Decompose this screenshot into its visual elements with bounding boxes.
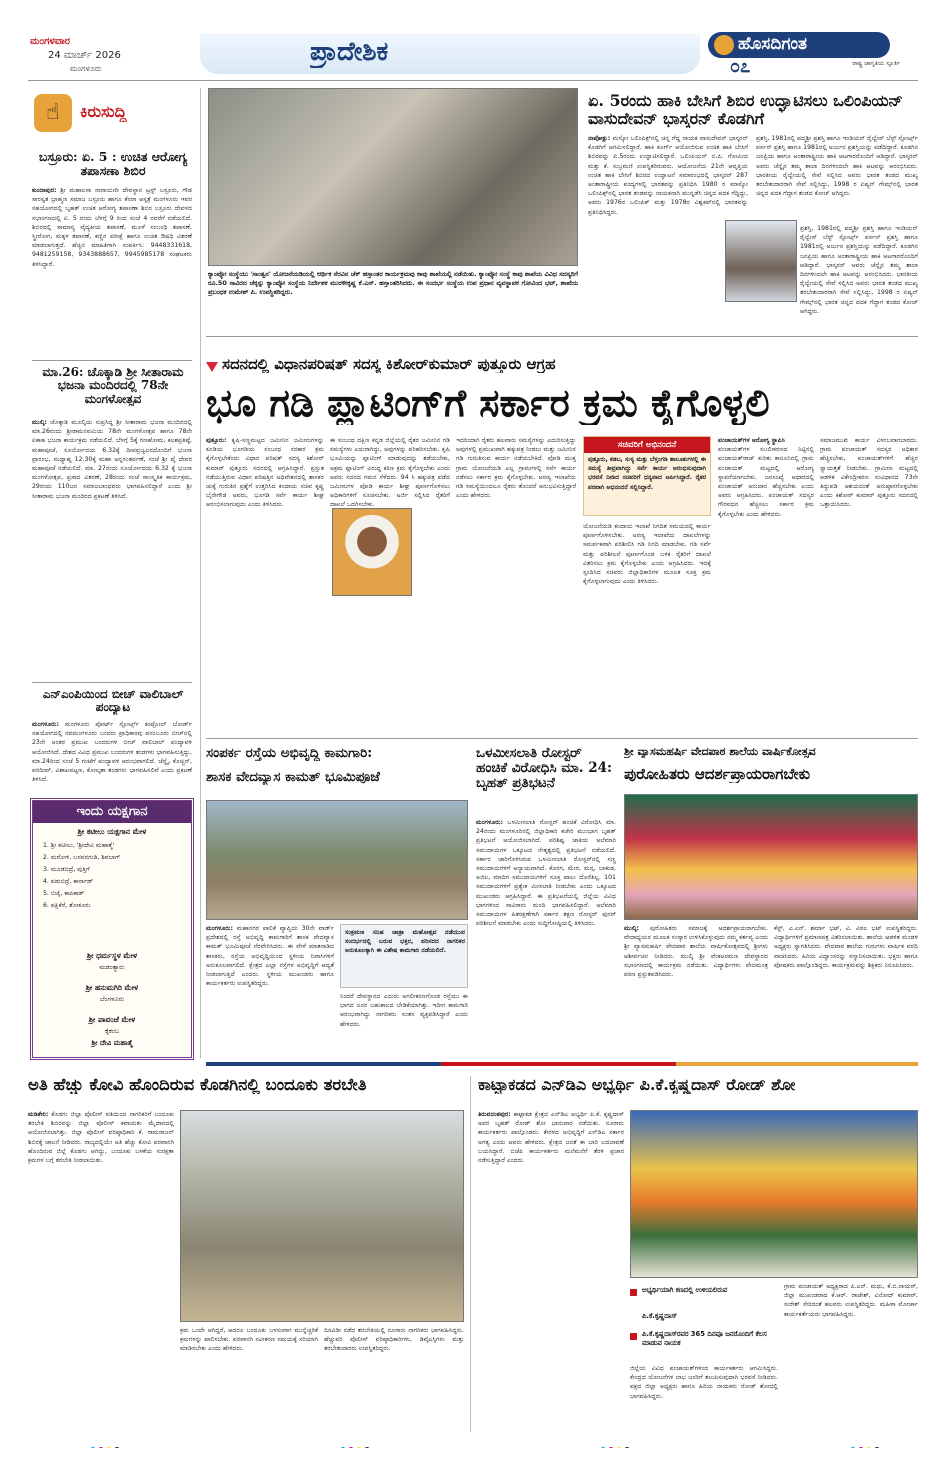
vedapatha-dateline: ಮುಲ್ಕಿ:: [624, 925, 639, 932]
road-kicker: ಸಂಪರ್ಕ ರಸ್ತೆಯ ಅಭಿವೃದ್ಧಿ ಕಾಮಗಾರಿ:: [206, 746, 373, 761]
ndf-fact-3-text: ಪಿ.ಕೆ.ಕೃಷ್ಣದಾಸ್‌ರವರ 365 ದಿನವೂ ಜನರೊಂದಿಗೆ ಕೆಲಸ ಮಾಡುವ ನಾಯಕ: [642, 1330, 767, 1347]
lead-kicker: [206, 356, 918, 380]
kiru-item-2-title: ಮಾ.26: ಚೊಕ್ಕಾಡಿ ಶ್ರೀ ಸೀತಾರಾಮ ಭಜನಾ ಮಂದಿರದಲ್ಲಿ 78ನೇ ಮಂಗಳೋತ್ಸವ: [42, 366, 184, 406]
brand-block: [700, 30, 900, 80]
hand-icon: ☝: [34, 94, 72, 132]
yakshagana-line-3: 3. ಮೂಡಬಿದ್ರೆ, ಪುತ್ತಿಗೆ: [43, 866, 90, 873]
kishor-portrait: [332, 508, 412, 596]
date-label: 24 ಮಾರ್ಚ್ 2026: [48, 50, 121, 61]
kiru-item-1-dateline: ಕುಂದಾಪುರ:: [32, 187, 57, 194]
kirusuddi-column: [28, 88, 196, 788]
yakshagana-mela-3: ಶ್ರೀ ಹನುಮಗಿರಿ ಮೇಳ: [85, 983, 139, 992]
page-number: ೦೭: [730, 56, 751, 77]
ndf-roadshow-headline: ಕಾಟ್ಟಾಕಡದ ಎನ್‌ಡಿಎ ಅಭ್ಯರ್ಥಿ ಪಿ.ಕೆ.ಕೃಷ್ಣದಾಸ್ ರೋಡ್ ಶೋ: [478, 1076, 796, 1094]
kiru-divider-1: [32, 360, 192, 361]
olimisala-headline: ಒಳಮೀಸಲಾತಿ ರೋಸ್ಟರ್ ಹಂಚಿಕೆ ವಿರೋಧಿಸಿ ಮಾ. 24: ಬೃಹತ್ ಪ್ರತಿಭಟನೆ: [476, 746, 612, 792]
kirusuddi-badge: [34, 94, 184, 134]
kiru-item-1-text: ಶ್ರೀ ಮಹಾಲಸಾ ನಾರಾಯಣೀ ದೇವಸ್ಥಾನ ಟ್ರಸ್ಟ್ ಬಸ್ರೂರು, ಗೌಡ ಸಾರಸ್ವತ ಬ್ರಾಹ್ಮಣ ಸಮಾಜ ಬಸ್ರೂರು ಹಾಗೂ ಕೆನರಾ ಆಸ್ಪತ್ರೆ ಮಂಗಳೂರು ಇವರ ಸಹಯೋಗದಲ್ಲಿ ಬೃಹತ್ ಉಚಿತ ಆರೋಗ್ಯ ತಪಾಸಣಾ ಶಿಬಿರ ಬಸ್ರೂರು ದೇವಳದ ಸಭಾಂಗಣದಲ್ಲಿ ಏ. 5 ರಂದು ಬೆಳಗ್ಗೆ 9 ರಿಂದ ಸಂಜೆ 4 ರವರೆಗೆ ನಡೆಯಲಿದೆ. ಶಿಬಿರದಲ್ಲಿ ಸಾಮಾನ್ಯ ವೈದ್ಯಕೀಯ ತಪಾಸಣೆ, ಮೂಳೆ ಸಂಬಂಧಿ ತಪಾಸಣೆ, ಸ್ತ್ರೀರೋಗ, ಮಕ್ಕಳ ತಪಾಸಣೆ, ಕಣ್ಣಿನ ಪರೀಕ್ಷೆ ಹಾಗೂ ಉಚಿತ ಔಷಧಿ ವಿತರಣೆ ಮಾಡಲಾಗುತ್ತದೆ. ಹೆಚ್ಚಿನ ಮಾಹಿತಿಗಾಗಿ ಸಂಪರ್ಕಿಸಿ: 9448331618, 9481259158, 9343888657, 9945985178 ಸಂಘಟಕರು ತಿಳಿಸಿದ್ದಾರೆ.: [32, 187, 192, 268]
yakshagana-line-5: 5. ಬಿಜೈ, ಕಾಪಿಕಾಡ್: [43, 890, 85, 897]
yakshagana-mela-1: ಶ್ರೀ ಕಟೀಲು ಯಕ್ಷಗಾನ ಮೇಳ: [77, 827, 147, 836]
registration-marks-mid: [340, 1438, 400, 1448]
yakshagana-line-6: 6. ಪಕ್ಷಿಕೆರೆ, ತೋಕೂರು: [43, 902, 91, 909]
section-title: ಪ್ರಾದೇಶಿಕ: [310, 37, 389, 67]
lead-sidebar-body: ಪುತ್ತೂರು, ಕಡಬ, ಸುಳ್ಯ ಮತ್ತು ಬೆಳ್ತಂಗಡಿ ತಾಲೂಕುಗಳಲ್ಲಿ ಈ ಸಮಸ್ಯೆ ತೀವ್ರವಾಗಿದ್ದು ಸರ್ವೆ ಕಾರ್ಯ ಆರಂಭಿಸುವುದಾಗಿ ಭರವಸೆ ನೀಡಿದ ಸಚಿವರಿಗೆ ಧನ್ಯವಾದ ಅರ್ಪಿಸಿದ್ದಾರೆ. ರೈತರ ಪರವಾಗಿ ಅಭಿನಂದನೆ ಸಲ್ಲಿಸಿದ್ದಾರೆ.: [588, 456, 706, 491]
brand-name: ಹೊಸದಿಗಂತ: [738, 34, 808, 54]
kiru-item-3-title: ಎನ್ಎಂಪಿಯಿಂದ ಬೀಚ್ ವಾಲಿಬಾಲ್ ಪಂದ್ಯಾಟ: [42, 688, 184, 715]
vedapatha-col-1-text: ಪುರೋಹಿತರು ಸಮಾಜಕ್ಕೆ ಆದರ್ಶಪ್ರಾಯರಾಗಬೇಕು. ವೇದಾಧ್ಯಯನ ಮೂಲಕ ಸಂಸ್ಕಾರ ಉಳಿಸಿಕೊಳ್ಳುವುದು ನಮ್ಮ ಕರ್ತವ್ಯ ಎಂದು ಶ್ರೀ ವ್ಯಾಸಮಹರ್ಷಿ ವೇದಪಾಠ ಶಾಲೆಯ ವಾರ್ಷಿಕೋತ್ಸವದಲ್ಲಿ ಶ್ರೀಗಳು ಆಶೀರ್ವಚನ ನೀಡಿದರು. ಮುಲ್ಕಿ ಶ್ರೀ ವೆಂಕಟರಮಣ ದೇವಸ್ಥಾನದ ಸಭಾಂಗಣದಲ್ಲಿ ಕಾರ್ಯಕ್ರಮ ನಡೆಯಿತು. ವಿದ್ಯಾರ್ಥಿಗಳು ವೇದಮಂತ್ರ ಪಠಣ ಪ್ರಸ್ತುತಪಡಿಸಿದರು.: [624, 925, 768, 979]
bullet-icon: [630, 1289, 637, 1296]
col-divider-bottom: [470, 1076, 471, 1432]
vedapatha-col-1: [624, 924, 768, 1060]
road-body-2: ನಿಂದರೆ ದೇವಸ್ಥಾನದ ಎದುರು ಅಗಲೀಕರಣಗೊಂಡ ರಸ್ತೆಯು ಈ ಭಾಗದ ಜನರ ಬಹುಕಾಲದ ಬೇಡಿಕೆಯಾಗಿತ್ತು. ಇದೀಗ ಕಾಮಗಾರಿ ಆರಂಭವಾಗಿದ್ದು ನಾಗರಿಕರು ಸಂತಸ ವ್ಯಕ್ತಪಡಿಸಿದ್ದಾರೆ ಎಂದು ಹೇಳಿದರು.: [340, 993, 468, 1028]
lead-kicker-text: ಸದನದಲ್ಲಿ ವಿಧಾನಪರಿಷತ್ ಸದಸ್ಯ ಕಿಶೋರ್‌ಕುಮಾರ್ ಪುತ್ತೂರು ಆಗ್ರಹ: [222, 356, 556, 373]
gun-training-photo: [180, 1110, 464, 1322]
lead-col-5-text: ಪಂಚಾಯತ್‌ಗಳ ಸಬಲೀಕರಣದ ನಿಟ್ಟಿನಲ್ಲಿ ಪಂಚಾಯತ್‌ರಾಜ್ ಕುರಿತು ಕಾನೂನಿನಲ್ಲಿ ಗ್ರಾಮ ಪಂಚಾಯತ್ ಮಟ್ಟದಲ್ಲಿ ಆರೋಗ್ಯ ಸ್ಥಾಪನೆಯಾಗಬೇಕು. ಜನಸಂಖ್ಯೆ ಆಧಾರದಲ್ಲಿ ಪಂಚಾಯತ್ ಅನುದಾನ ಹೆಚ್ಚಿಸಬೇಕು ಎಂದು ಅವರು ಆಗ್ರಹಿಸಿದರು. ಪಂಚಾಯತ್ ಸದಸ್ಯರ ಗೌರವಧನ ಹೆಚ್ಚಿಸಲು ಸರ್ಕಾರ ಕ್ರಮ ಕೈಗೊಳ್ಳಬೇಕು ಎಂದು ಹೇಳಿದರು.: [718, 446, 814, 518]
lamp-icon: [714, 35, 734, 55]
road-box-text: ಸಂಕ್ರಮಣ ಸನಿಹ ಜಾತ್ರಾ ಮಹೋತ್ಸವ ನಡೆಯುವ ಸಂದರ್ಭದಲ್ಲಿ ಬರುವ ಭಕ್ತರ, ಪರಿಸರದ ನಾಗರಿಕರ ಅನುಕೂಲಕ್ಕಾಗಿ ಈ ವಿಶೇಷ ಕಾಮಗಾರಿ ನಡೆಯಲಿದೆ.: [345, 929, 465, 955]
kiru-item-2-body: [32, 418, 192, 678]
hockey-dateline: ನಾಪೋಕ್ಲು:: [588, 135, 611, 142]
kiru-item-2-dateline: ಮುಲ್ಕಿ:: [32, 419, 47, 426]
gun-training-text: ಕೊಡಗು ಜಿಲ್ಲಾ ಪೊಲೀಸ್ ವತಿಯಿಂದ ನಾಗರಿಕರಿಗೆ ಬಂದೂಕು ತರಬೇತಿ ಶಿಬಿರವನ್ನು ಜಿಲ್ಲಾ ಪೊಲೀಸ್ ಕವಾಯತು ಮೈದಾನದಲ್ಲಿ ಆಯೋಜಿಸಲಾಗಿತ್ತು. ಜಿಲ್ಲಾ ಪೊಲೀಸ್ ವರಿಷ್ಠಾಧಿಕಾರಿ ಕೆ. ರಾಮರಾಜನ್ ಶಿಬಿರಕ್ಕೆ ಚಾಲನೆ ನೀಡಿದರು. ರಾಜ್ಯದಲ್ಲಿಯೇ ಅತಿ ಹೆಚ್ಚು ಕೋವಿ ಪರವಾನಗಿ ಹೊಂದಿರುವ ಜಿಲ್ಲೆ ಕೊಡಗು ಆಗಿದ್ದು, ಬಂದೂಕು ಬಳಕೆಯ ಸುರಕ್ಷತಾ ಕ್ರಮಗಳ ಬಗ್ಗೆ ತರಬೇತಿ ನೀಡಲಾಯಿತು.: [28, 1111, 174, 1165]
lead-col-1: [206, 436, 324, 736]
kiru-item-1-body: [32, 186, 192, 356]
bullet-icon: [630, 1333, 637, 1340]
campco-photo: [208, 88, 578, 266]
day-label: ಮಂಗಳವಾರ: [30, 36, 71, 47]
section-banner: [200, 34, 700, 74]
kirusuddi-label: ಕಿರುಸುದ್ದಿ: [80, 102, 127, 121]
lead-col-1-text: ಕೃಷಿ-ಸಣ್ಣಮಟ್ಟದ ಜಮೀನಿನ ಜಮೀನುಗಳನ್ನು ಕೂಡಿಯ ಭೂಗಡಿಯ ಸಂಬಂಧ ಸರಕಾರ ಕ್ರಮ ಕೈಗೊಳ್ಳಬೇಕೆಂದು ವಿಧಾನ ಪರಿಷತ್ ಸದಸ್ಯ ಕಿಶೋರ್ ಕುಮಾರ್ ಪುತ್ತೂರು ಸದನದಲ್ಲಿ ಆಗ್ರಹಿಸಿದ್ದಾರೆ. ಪ್ರಸ್ತುತ ನಡೆಯುತ್ತಿರುವ ವಿಧಾನ ಪರಿಷತ್ತಿನ ಅಧಿವೇಶನದಲ್ಲಿ ಶಾಸಕರ ಚುಕ್ಕೆ ಗುರುತಿನ ಪ್ರಶ್ನೆಗೆ ಉತ್ತರಿಸಿದ ಕಂದಾಯ ಸಚಿವ ಕೃಷ್ಣ ಬೈರೇಗೌಡ ಅವರು, ಭೂಗಡಿ ಸರ್ವೆ ಕಾರ್ಯ ಶೀಘ್ರ ಆರಂಭಿಸಲಾಗುವುದು ಎಂದು ತಿಳಿಸಿದರು.: [206, 437, 324, 509]
ndf-fact-1-text: ಅಭ್ಯರ್ಥಿಯಾಗಿ ಕಣದಲ್ಲಿ ಉಳಿಯಲಿರುವ: [642, 1286, 728, 1294]
olimisala-body: [476, 818, 616, 1060]
masthead: [0, 30, 945, 80]
brand-logo: [708, 32, 890, 58]
kiru-divider-2: [32, 682, 192, 683]
yakshagana-mela-4-play: ಶ್ರೀ ದೇವಿ ಮಹಾತ್ಮೆ: [91, 1039, 133, 1047]
hockey-col-2b-text: ಪ್ರಶಸ್ತಿ, 1981ರಲ್ಲಿ ಪದ್ಮಶ್ರೀ ಪ್ರಶಸ್ತಿ ಹಾಗೂ ಇಂಡಿಯನ್ ರೈಲ್ವೇಸ್ ಬೆಸ್ಟ್ ಸ್ಪೋರ್ಟ್ಸ್ ಪರ್ಸನ್ ಪ್ರಶಸ್ತಿ ಹಾಗೂ 1981ರಲ್ಲಿ ಅರ್ಜುನ ಪ್ರಶಸ್ತಿಯನ್ನು ಪಡೆದಿದ್ದಾರೆ. ಕೂಡಗಿನ ಜನಪ್ರಿಯ ಹಾಗೂ ಅಂತಾರಾಷ್ಟ್ರೀಯ ಹಾಕಿ ಆಟಗಾರರೊಂದಿಗೆ ಆಡಿದ್ದಾರೆ. ಭಾಸ್ಕರನ್ ಅವರು ಚೆನ್ನೈನ ತಮ್ಮ ಶಾಲಾ ದಿನಗಳಿಂದಲೇ ಹಾಕಿ ಆಟವನ್ನು ಆರಂಭಿಸಿದರು. ಭಾರತೀಯ ರೈಲ್ವೇಯಲ್ಲಿ ಸೇವೆ ಸಲ್ಲಿಸಿದ ಅವರು ಭಾರತ ತಂಡದ ಮುಖ್ಯ ತರಬೇತುದಾರರಾಗಿ ಸೇವೆ ಸಲ್ಲಿಸಿದ್ದು, 1998 ರ ಏಷ್ಯನ್ ಗೇಮ್ಸ್‌ನಲ್ಲಿ ಭಾರತ ಚಿನ್ನದ ಪದಕ ಗೆದ್ದಾಗ ತಂಡದ ಕೋಚ್ ಆಗಿದ್ದರು.: [800, 225, 918, 315]
lead-col-6: ಸಮಾಜಮುಖಿ ಕಾರ್ಯ ವಿಳಂಬವಾಗಬಾರದು. ಗ್ರಾಮ ಪಂಚಾಯತ್ ಸದಸ್ಯರ ಅಧಿಕಾರ ಹೆಚ್ಚಿಸಬೇಕು, ಪಂಚಾಯತ್‌ಗಳಿಗೆ ಹೆಚ್ಚಿನ ಸ್ವಾಯತ್ತತೆ ನೀಡಬೇಕು. ಗ್ರಾಮೀಣ ಮಟ್ಟದಲ್ಲಿ ಆಡಳಿತ ವಿಕೇಂದ್ರೀಕರಣ ಸಂವಿಧಾನದ 73ನೇ ತಿದ್ದುಪಡಿ ಆಶಯದಂತೆ ಅನುಷ್ಠಾನಗೊಳ್ಳಬೇಕು ಎಂದು ಕಿಶೋರ್ ಕುಮಾರ್ ಪುತ್ತೂರು ಸದನದಲ್ಲಿ ಒತ್ತಾಯಿಸಿದರು.: [820, 437, 918, 509]
olimisala-dateline: ಮಂಗಳೂರು:: [476, 819, 503, 826]
hockey-col-2: ಪ್ರಶಸ್ತಿ, 1981ರಲ್ಲಿ ಪದ್ಮಶ್ರೀ ಪ್ರಶಸ್ತಿ ಹಾಗೂ ಇಂಡಿಯನ್ ರೈಲ್ವೇಸ್ ಬೆಸ್ಟ್ ಸ್ಪೋರ್ಟ್ಸ್ ಪರ್ಸನ್ ಪ್ರಶಸ್ತಿ ಹಾಗೂ 1981ರಲ್ಲಿ ಅರ್ಜುನ ಪ್ರಶಸ್ತಿಯನ್ನು ಪಡೆದಿದ್ದಾರೆ. ಕೂಡಗಿನ ಜನಪ್ರಿಯ ಹಾಗೂ ಅಂತಾರಾಷ್ಟ್ರೀಯ ಹಾಕಿ ಆಟಗಾರರೊಂದಿಗೆ ಆಡಿದ್ದಾರೆ. ಭಾಸ್ಕರನ್ ಅವರು ಚೆನ್ನೈನ ತಮ್ಮ ಶಾಲಾ ದಿನಗಳಿಂದಲೇ ಹಾಕಿ ಆಟವನ್ನು ಆರಂಭಿಸಿದರು. ಭಾರತೀಯ ರೈಲ್ವೇಯಲ್ಲಿ ಸೇವೆ ಸಲ್ಲಿಸಿದ ಅವರು ಭಾರತ ತಂಡದ ಮುಖ್ಯ ತರಬೇತುದಾರರಾಗಿ ಸೇವೆ ಸಲ್ಲಿಸಿದ್ದು, 1998 ರ ಏಷ್ಯನ್ ಗೇಮ್ಸ್‌ನಲ್ಲಿ ಭಾರತ ಚಿನ್ನದ ಪದಕ ಗೆದ್ದಾಗ ತಂಡದ ಕೋಚ್ ಆಗಿದ್ದರು.: [756, 135, 918, 198]
registration-marks-right: [850, 1438, 910, 1448]
lead-col-5-title: ಪಂಚಾಯತ್‌ಗಳ ಆರೋಗ್ಯ ಸ್ಥಾಪಿಸಿ: [718, 437, 785, 444]
olimisala-text: ಒಳಮೀಸಲಾತಿ ರೋಸ್ಟರ್ ಹಂಚಿಕೆ ವಿರೋಧಿಸಿ ಮಾ. 24ರಂದು ಮಂಗಳೂರಿನಲ್ಲಿ ಜಿಲ್ಲಾಧಿಕಾರಿ ಕಚೇರಿ ಮುಂಭಾಗ ಬೃಹತ್ ಪ್ರತಿಭಟನೆ ಆಯೋಜಿಸಲಾಗಿದೆ. ಪರಿಶಿಷ್ಟ ಜಾತಿಯ ಅಲೆಮಾರಿ ಸಮುದಾಯಗಳ ಒಕ್ಕೂಟದ ನೇತೃತ್ವದಲ್ಲಿ ಪ್ರತಿಭಟನೆ ನಡೆಯಲಿದೆ. ಸರ್ಕಾರ ಜಾರಿಗೊಳಿಸಿರುವ ಒಳಮೀಸಲಾತಿ ರೋಸ್ಟರ್‌ನಲ್ಲಿ ಸಣ್ಣ ಸಮುದಾಯಗಳಿಗೆ ಅನ್ಯಾಯವಾಗಿದೆ. ಕೊರಗ, ಮೇರ, ಮನ್ಸ, ಬಾಕುಡ, ಅಜಿಲ, ಮಾದಿಗ ಸಮುದಾಯಗಳಿಗೆ ಸೂಕ್ತ ಪಾಲು ದೊರೆತಿಲ್ಲ. 101 ಸಮುದಾಯಗಳಿಗೆ ಪ್ರತ್ಯೇಕ ಮೀಸಲಾತಿ ನೀಡಬೇಕು ಎಂದು ಒಕ್ಕೂಟದ ಮುಖಂಡರು ಆಗ್ರಹಿಸಿದ್ದಾರೆ. ಈ ಪ್ರತಿಭಟನೆಯಲ್ಲಿ ಜಿಲ್ಲೆಯ ವಿವಿಧ ಭಾಗಗಳಿಂದ ಸಾವಿರಾರು ಮಂದಿ ಭಾಗವಹಿಸಲಿದ್ದಾರೆ. ಅಲೆಮಾರಿ ಸಮುದಾಯಗಳ ಹಿತರಕ್ಷಣೆಗಾಗಿ ಸರ್ಕಾರ ತಕ್ಷಣ ರೋಸ್ಟರ್ ಪುನರ್ ಪರಿಶೀಲನೆ ಮಾಡಬೇಕು ಎಂದು ಸುದ್ದಿಗೋಷ್ಠಿಯಲ್ಲಿ ತಿಳಿಸಿದರು.: [476, 819, 616, 928]
vedapatha-headline: ಪುರೋಹಿತರು ಆದರ್ಶಪ್ರಾಯರಾಗಬೇಕು: [624, 766, 811, 783]
vedapatha-photo: [624, 794, 918, 920]
road-body-text: ಮಹಾನಗರ ಪಾಲಿಕೆ ವ್ಯಾಪ್ತಿಯ 30ನೇ ವಾರ್ಡ್ ಪ್ರದೇಶದಲ್ಲಿ ರಸ್ತೆ ಅಭಿವೃದ್ಧಿ ಕಾಮಗಾರಿಗೆ ಶಾಸಕ ವೇದವ್ಯಾಸ ಕಾಮತ್ ಭೂಮಿಪೂಜೆ ನೆರವೇರಿಸಿದರು. ಈ ವೇಳೆ ಮಾತನಾಡಿದ ಶಾಸಕರು, ರಸ್ತೆಯ ಅಭಿವೃದ್ಧಿಯಿಂದ ಸ್ಥಳೀಯ ನಿವಾಸಿಗಳಿಗೆ ಅನುಕೂಲವಾಗಲಿದೆ. ಕ್ಷೇತ್ರದ ಎಲ್ಲಾ ರಸ್ತೆಗಳ ಅಭಿವೃದ್ಧಿಗೆ ಆದ್ಯತೆ ನೀಡಲಾಗುತ್ತಿದೆ ಎಂದರು. ಸ್ಥಳೀಯ ಮುಖಂಡರು ಹಾಗೂ ಕಾರ್ಯಕರ್ತರು ಉಪಸ್ಥಿತರಿದ್ದರು.: [206, 925, 334, 988]
yakshagana-mela-2-place: ಮಡಂತ್ಯಾರು: [99, 963, 125, 971]
yakshagana-title: ಇಂದು ಯಕ್ಷಗಾನ: [33, 801, 191, 823]
hockey-headline: ಏ. 5ರಂದು ಹಾಕಿ ಬೇಸಿಗೆ ಶಿಬಿರ ಉದ್ಘಾಟಿಸಲು ಒಲಿಂಪಿಯನ್ ವಾಸುದೇವನ್ ಭಾಸ್ಕರನ್ ಕೊಡಗಿಗೆ: [588, 92, 903, 128]
road-photo: [206, 800, 468, 920]
ndf-roadshow-dateline: ತಿರುವನಂತಪುರ:: [478, 1111, 511, 1118]
lead-sidebar-title: ಸಚಿವರಿಗೆ ಅಭಿನಂದನೆ: [584, 437, 710, 453]
vedapatha-col-2: ಕೆಸ್ಟ್, ಎ.ಎನ್. ಶರ್ಮಾ ಭಟ್, ವಿ. ವಿಠಲ ಭಟ್ ಉಪಸ್ಥಿತರಿದ್ದರು. ವಿದ್ಯಾರ್ಥಿಗಳಿಗೆ ಪ್ರಮಾಣಪತ್ರ ವಿತರಿಸಲಾಯಿತು. ಶಾಲೆಯ ಆಡಳಿತ ಮಂಡಳಿ ಅಧ್ಯಕ್ಷರು ಸ್ವಾಗತಿಸಿದರು. ವೇದಪಾಠ ಶಾಲೆಯ ಗುರುಗಳು ವಾರ್ಷಿಕ ವರದಿ ವಾಚಿಸಿದರು. ಹಿರಿಯ ವಿದ್ವಾಂಸರನ್ನು ಸನ್ಮಾನಿಸಲಾಯಿತು. ಭಕ್ತರು ಹಾಗೂ ಪೋಷಕರು ಪಾಲ್ಗೊಂಡಿದ್ದರು. ಕಾರ್ಯಕ್ರಮವನ್ನು ಶಿಕ್ಷಕರು ನಿರೂಪಿಸಿದರು.: [774, 925, 918, 969]
road-dateline: ಮಂಗಳೂರು:: [206, 925, 233, 932]
gun-training-body-2: ಕ್ರಮ ಒಂದೇ ಆಗಿದ್ದರೆ, ಆದರೂ ಬಂದೂಕು ಬಳಸುವಾಗ ಮುನ್ನೆಚ್ಚರಿಕೆ ಕ್ರಮಗಳನ್ನು ಪಾಲಿಸಬೇಕು. ಪರವಾನಗಿ ನವೀಕರಣ ಸಮಯಕ್ಕೆ ಸರಿಯಾಗಿ ಮಾಡಿಸಬೇಕು ಎಂದು ಹೇಳಿದರು.: [180, 1327, 318, 1353]
color-band: [206, 1062, 918, 1066]
ndf-fact-2-text: ಪಿ.ಕೆ.ಕೃಷ್ಣದಾಸ್: [642, 1312, 677, 1320]
ndf-fact-1: [630, 1286, 778, 1308]
kiru-item-3-dateline: ಮಂಗಳೂರು:: [32, 721, 59, 728]
campco-caption: ಕ್ಯಾಂಪ್ಕೋ ಸಂಸ್ಥೆಯು 'ಸಾಂತ್ವನ' ಯೋಜನೆಯಡಿಯಲ್ಲಿ ಆರ್ಥಿಕ ನೆರವಿನ ಚೆಕ್ ಹಸ್ತಾಂತರ ಕಾರ್ಯಕ್ರಮವು ಕಾವು ಶಾಖೆಯಲ್ಲಿ ನಡೆಯಿತು. ಕ್ಯಾಂಪ್ಕೋ ಸಂಸ್ಥೆ ಕಾವು ಶಾಖೆಯ ವಿವಿಧ ಸದಸ್ಯರಿಗೆ ರೂ.50 ಸಾವಿರದ ಚೆಕ್ಕನ್ನು ಕ್ಯಾಂಪ್ಕೋ ಸಂಸ್ಥೆಯ ನಿರ್ದೇಶಕ ಮುರಳೀಕೃಷ್ಣ ಕೆ.ಎನ್. ಹಸ್ತಾಂತರಿಸಿದರು. ಈ ಸಂದರ್ಭ ಸಂಸ್ಥೆಯ ಉಪ ಪ್ರಧಾನ ವ್ಯವಸ್ಥಾಪಕ ಗೋವಿಂದ ಭಟ್, ಶಾಖೆಯ ಪ್ರಬಂಧಕ ಉಮೇಶ್ ಪಿ. ಉಪಸ್ಥಿತರಿದ್ದರು.: [208, 270, 578, 297]
yakshagana-line-2: 2. ಮರೋಳಿ, ಬಸವನಗುಡಿ, ಶಿವಬಾಗ್: [43, 854, 121, 861]
registration-marks-left: [90, 1438, 150, 1448]
ndf-roadshow-col-2: ಜಿಲ್ಲೆಯ ವಿವಿಧ ಪಂಚಾಯತ್‌ಗಳಿಂದ ಕಾರ್ಯಕರ್ತರು ಆಗಮಿಸಿದ್ದರು. ಕೇಂದ್ರದ ಯೋಜನೆಗಳ ಲಾಭ ಜನರಿಗೆ ತಲುಪಿಸುವುದಾಗಿ ಭರವಸೆ ನೀಡಿದರು. ಪಕ್ಷದ ಜಿಲ್ಲಾ ಅಧ್ಯಕ್ಷರು ಹಾಗೂ ಹಿರಿಯ ನಾಯಕರು ರೋಡ್ ಶೋದಲ್ಲಿ ಭಾಗವಹಿಸಿದ್ದರು.: [630, 1365, 778, 1400]
road-headline: ಶಾಸಕ ವೇದವ್ಯಾಸ ಕಾಮತ್ ಭೂಮಿಪೂಜೆ: [206, 770, 380, 785]
col-divider-left: [200, 88, 201, 1058]
top-section-rule: [206, 336, 918, 337]
road-box: [340, 924, 468, 988]
lead-dateline: ಪುತ್ತೂರು:: [206, 437, 227, 444]
lead-sidebar: [583, 436, 711, 516]
lead-col-3: ಇದರಿಂದಾಗಿ ರೈತರು ಹಲವಾರು ಸಮಸ್ಯೆಗಳನ್ನು ಎದುರಿಸುತ್ತಿದ್ದು ಅವುಗಳಲ್ಲಿ ಪ್ರಮುಖವಾಗಿ ಹಕ್ಕುಪತ್ರ ನೀಡಲು ಮತ್ತು ಜಮೀನಿನ ಗಡಿ ಗುರುತಿಸುವ ಕಾರ್ಯ ನಡೆಯಬೇಕಿದೆ. ಪೋಡಿ ಮುಕ್ತ ಗ್ರಾಮ ಯೋಜನೆಯಡಿ ಎಲ್ಲ ಗ್ರಾಮಗಳಲ್ಲಿ ಸರ್ವೆ ಕಾರ್ಯ ನಡೆಸಲು ಸರ್ಕಾರ ಕ್ರಮ ಕೈಗೊಳ್ಳಬೇಕು. ಅರಣ್ಯ ಇಲಾಖೆಯ ಗಡಿ ಸಮಸ್ಯೆಯಿಂದಲೂ ರೈತರು ತೊಂದರೆ ಅನುಭವಿಸುತ್ತಿದ್ದಾರೆ ಎಂದು ಹೇಳಿದರು.: [456, 437, 576, 500]
kiru-item-3-text: ಮಂಗಳೂರು ಪೋರ್ಟ್ ಸ್ಪೋರ್ಟ್ಸ್ ಕಂಟ್ರೋಲ್ ಬೋರ್ಡ್ ಸಹಯೋಗದಲ್ಲಿ ನವಮಂಗಳೂರು ಬಂದರು ಪ್ರಾಧಿಕಾರವು ಪನಂಬೂರು ಬೀಚ್‌ನಲ್ಲಿ 23ನೇ ಅಂತರ ಪ್ರಮುಖ ಬಂದರುಗಳ ಬೀಚ್ ವಾಲಿಬಾಲ್ ಪಂದ್ಯಾವಳಿ ಆಯೋಜಿಸಿದೆ. ದೇಶದ ವಿವಿಧ ಪ್ರಮುಖ ಬಂದರುಗಳ ತಂಡಗಳು ಭಾಗವಹಿಸುತ್ತಿದ್ದು, ಮಾ.24ರಿಂದ ಸಂಜೆ 5 ಗಂಟೆಗೆ ಪಂದ್ಯಾವಳಿ ಆರಂಭವಾಗಲಿದೆ. ಚೆನ್ನೈ, ಕೊಚ್ಚಿನ್, ಪರದೀಪ್, ವಿಶಾಖಪಟ್ಟಣ, ಕೋಲ್ಕತಾ ತಂಡಗಳು ಭಾಗವಹಿಸಲಿವೆ ಎಂದು ಪ್ರಕಟಣೆ ತಿಳಿಸಿದೆ.: [32, 721, 192, 784]
hockey-col-1: [588, 134, 748, 329]
hockey-col-1-text: ಮಸ್ಕೋ ಒಲಿಂಪಿಕ್ಸ್‌ನಲ್ಲಿ ಚಿನ್ನ ಗೆದ್ದ ನಾಯಕ ವಾಸುದೇವನ್ ಭಾಸ್ಕರನ್ ಕೊಡಗಿಗೆ ಆಗಮಿಸಲಿದ್ದಾರೆ. ಹಾಕಿ ಕೂರ್ಗ್ ಆಯೋಜಿಸುವ ಉಚಿತ ಹಾಕಿ ಬೇಸಿಗೆ ಶಿಬಿರವನ್ನು ಏ.5ರಂದು ಉದ್ಘಾಟಿಸಲಿದ್ದಾರೆ. ಒಲಿಂಪಿಯನ್ ಬಿ.ಪಿ. ಗೋವಿಂದ ಮತ್ತು ಕೆ. ಸುಬ್ರಮಣಿ ಉಪಸ್ಥಿತರಿರುವರು. ಆಯೋಜನೆಯ 21ನೇ ಆವೃತ್ತಿಯ ಉಚಿತ ಹಾಕಿ ಬೇಸಿಗೆ ಶಿಬಿರದ ಉದ್ಘಾಟನೆ ಸಮಾರಂಭದಲ್ಲಿ ಭಾಸ್ಕರನ್ 287 ಅಂತಾರಾಷ್ಟ್ರೀಯ ಪಂದ್ಯಗಳಲ್ಲಿ ಭಾರತವನ್ನು ಪ್ರತಿನಿಧಿಸಿ 1980 ರ ಮಾಸ್ಕೋ ಒಲಿಂಪಿಕ್ಸ್‌ನಲ್ಲಿ ಭಾರತ ತಂಡವನ್ನು ನಾಯಕನಾಗಿ ಮುನ್ನಡೆಸಿ ಚಿನ್ನದ ಪದಕ ಗೆದ್ದಿದ್ದು, ಅವರು 1976ರ ಒಲಿಂಪಿಕ್ ಮತ್ತು 1978ರ ವಿಶ್ವಕಪ್‌ನಲ್ಲಿ ಭಾರತವನ್ನು ಪ್ರತಿನಿಧಿಸಿದ್ದರು.: [588, 135, 748, 216]
kiru-item-3-body: [32, 720, 192, 788]
yakshagana-mela-4: ಶ್ರೀ ಪಾವಂಜೆ ಮೇಳ: [88, 1015, 136, 1024]
ndf-roadshow-col-3: ಗ್ರಾಮ ಪಂಚಾಯತ್ ಅಧ್ಯಕ್ಷರಾದ ಪಿ.ಎನ್. ಮಧು, ಕೆ.ಬಿ.ನಾಯರ್, ಜಿಲ್ಲಾ ಮುಖಂಡರಾದ ಕೆ.ಆರ್. ರಾಜೇಶ್, ವಿನೋದ್ ಕುಮಾರ್, ಸುರೇಶ್ ಸೇರಿದಂತೆ ಹಲವರು ಉಪಸ್ಥಿತರಿದ್ದರು. ಮಹಿಳಾ ಮೋರ್ಚಾ ಕಾರ್ಯಕರ್ತೆಯರು ಭಾಗವಹಿಸಿದ್ದರು.: [784, 1283, 918, 1318]
lead-col-5: [718, 436, 814, 736]
yakshagana-mela-2: ಶ್ರೀ ಧರ್ಮಸ್ಥಳ ಮೇಳ: [86, 951, 138, 960]
ndf-fact-2: [630, 1312, 778, 1326]
ndf-roadshow-col-1: [478, 1110, 624, 1428]
hockey-col-2b: [800, 224, 918, 329]
ndf-fact-3: [630, 1330, 778, 1360]
yakshagana-mela-3-place: ಬೆಂಗಳೂರು: [99, 995, 125, 1003]
gun-training-body-3: ದಿನವಿಡೀ ನಡೆದ ತರಬೇತಿಯಲ್ಲಿ ನೂರಾರು ನಾಗರಿಕರು ಭಾಗವಹಿಸಿದ್ದರು. ಹೆಚ್ಚುವರಿ ಪೊಲೀಸ್ ವರಿಷ್ಠಾಧಿಕಾರಿಗಳು, ಡಿವೈಎಸ್ಪಿಗಳು ಮತ್ತು ತರಬೇತುದಾರರು ಉಪಸ್ಥಿತರಿದ್ದರು.: [324, 1327, 464, 1353]
lead-col-2: ಈ ಸಂಬಂಧ ದಕ್ಷಿಣ ಕನ್ನಡ ಜಿಲ್ಲೆಯಲ್ಲಿ ರೈತರ ಜಮೀನಿನ ಗಡಿ ಸಮಸ್ಯೆಗಳು ಎದುರಾಗಿದ್ದು, ಅವುಗಳನ್ನು ಪರಿಹರಿಸಬೇಕು. ಕೃಷಿ ಭೂಮಿಯನ್ನು ಪ್ಲಾಟಿಂಗ್ ಮಾಡುವುದನ್ನು ತಡೆಯಬೇಕು, ಅಕ್ರಮ ಪ್ಲಾಟಿಂಗ್ ವಿರುದ್ಧ ಕಠಿಣ ಕ್ರಮ ಕೈಗೊಳ್ಳಬೇಕು ಎಂದು ಅವರು ಸದನದ ಗಮನ ಸೆಳೆದರು. 94 ಸಿ ಹಕ್ಕುಪತ್ರ ಪಡೆದ ಜಮೀನುಗಳ ಪೋಡಿ ಕಾರ್ಯ ಶೀಘ್ರ ಪೂರ್ಣಗೊಳಿಸಲು ಅಧಿಕಾರಿಗಳಿಗೆ ಸೂಚಿಸಬೇಕು. ಅರ್ಜಿ ಸಲ್ಲಿಸಿದ ರೈತರಿಗೆ ದಾಖಲೆ ಒದಗಿಸಬೇಕು.: [330, 437, 450, 509]
brand-tagline: ರಾಷ್ಟ್ರ ಜಾಗೃತಿಯ ಸ್ಪೂರ್ತಿ: [852, 60, 900, 67]
gun-training-body-1: [28, 1110, 174, 1428]
masthead-rule: [28, 80, 918, 81]
lead-bottom-rule: [206, 738, 918, 739]
lead-col-4: ಯೋಜನೆಯಡಿ ಕಂದಾಯ ಇಲಾಖೆ ನಿಗದಿತ ಸಮಯದಲ್ಲಿ ಕಾರ್ಯ ಪೂರ್ಣಗೊಳಿಸಬೇಕು. ಅರಣ್ಯ ಇಲಾಖೆಯ ದಾಖಲೆಗಳನ್ನು ಸಮರ್ಪಕವಾಗಿ ಪರಿಶೀಲಿಸಿ ಗಡಿ ನಿಗದಿ ಮಾಡಬೇಕು. ಗಡಿ ಸರ್ವೆ ಮತ್ತು ಪರಿಶೀಲನೆ ಪೂರ್ಣಗೊಂಡ ಬಳಿಕ ರೈತರಿಗೆ ದಾಖಲೆ ವಿತರಿಸಲು ಕ್ರಮ ಕೈಗೊಳ್ಳಬೇಕು ಎಂದು ಆಗ್ರಹಿಸಿದರು. ಇದಕ್ಕೆ ಸ್ಪಂದಿಸಿದ ಸಚಿವರು ಜಿಲ್ಲಾಧಿಕಾರಿಗಳ ಮೂಲಕ ಸೂಕ್ತ ಕ್ರಮ ಕೈಗೊಳ್ಳಲಾಗುವುದು ಎಂದು ತಿಳಿಸಿದರು.: [583, 523, 711, 586]
gun-training-headline: ಅತಿ ಹೆಚ್ಚು ಕೋವಿ ಹೊಂದಿರುವ ಕೊಡಗಿನಲ್ಲಿ ಬಂದೂಕು ತರಬೇತಿ: [28, 1076, 367, 1094]
road-body-1: [206, 924, 334, 1060]
registration-marks-mid2: [600, 1438, 660, 1448]
yakshagana-box: [30, 798, 194, 1060]
hockey-portrait: [725, 220, 797, 302]
lead-headline: ಭೂ ಗಡಿ ಪ್ಲಾಟಿಂಗ್‌ಗೆ ಸರ್ಕಾರ ಕ್ರಮ ಕೈಗೊಳ್ಳಲಿ: [206, 382, 770, 425]
kiru-item-1-title: ಬಸ್ರೂರು: ಏ. 5 : ಉಚಿತ ಆರೋಗ್ಯ ತಪಾಸಣಾ ಶಿಬಿರ: [38, 150, 188, 178]
city-label: ಮಂಗಳೂರು: [70, 64, 102, 73]
date-block: [30, 36, 180, 76]
kiru-item-2-text: ಚೊಕ್ಕಾಡಿ ಮೂಲ್ಕಿಯ ಸುಪ್ರಸಿದ್ಧ ಶ್ರೀ ಸೀತಾರಾಮ ಭಜನಾ ಮಂದಿರದಲ್ಲಿ ಮಾ.26ರಂದು ಶ್ರೀರಾಮನವಮಿಯ 78ನೇ ಮಂಗಳೋತ್ಸವ ಹಾಗೂ 78ನೇ ಏಕಾಹ ಭಜನಾ ಕಾರ್ಯಕ್ರಮ ನಡೆಯಲಿದೆ. ಬೆಳಗ್ಗೆ 5ಕ್ಕೆ ಗಣಹೋಮ, ಕಲಶಪ್ರತಿಷ್ಠೆ, ಮಹಾಪೂಜೆ, ಸೂರ್ಯೋದಯ 6.32ಕ್ಕೆ ದೀಪಪ್ರಜ್ವಲನದೊಂದಿಗೆ ಭಜನಾ ಪ್ರಾರಂಭ, ಮಧ್ಯಾಹ್ನ 12.30ಕ್ಕೆ ಮಹಾ ಅನ್ನಸಂತರ್ಪಣೆ, ಸಂಜೆ ಶ್ರೀ ಪೈ ದೇವರ ಮಹಾಪೂಜೆ ನಡೆಯಲಿದೆ. ಮಾ. 27ರಂದು ಸೂರ್ಯೋದಯ 6.32 ಕ್ಕೆ ಭಜನಾ ಮಂಗಳೋತ್ಸವ, ಪ್ರಸಾದ ವಿತರಣೆ, 28ರಂದು ಸಂಜೆ ಸಾಂಸ್ಕೃತಿಕ ಕಾರ್ಯಕ್ರಮ, 29ರಂದು 110ಜನ ಸಮಾಜಬಾಂಧವರು ಭಾಗವಹಿಸಲಿದ್ದಾರೆ ಎಂದು ಶ್ರೀ ಸೀತಾರಾಮ ಭಜನಾ ಮಂದಿರದ ಪ್ರಕಟಣೆ ತಿಳಿಸಿದೆ.: [32, 419, 192, 500]
gun-training-dateline: ಮಡಿಕೇರಿ:: [28, 1111, 49, 1118]
yakshagana-line-4: 4. ಪಡುಬಿದ್ರೆ, ಕಾರ್ನಾಡ್: [43, 878, 94, 885]
ndf-roadshow-photo: [630, 1110, 918, 1278]
yakshagana-mela-4-place: ಕೈಕಂಬ: [104, 1027, 120, 1035]
yakshagana-line-1: 1. ಶ್ರೀ ಕಟೀಲು, 'ಶ್ರೀದೇವಿ ಮಹಾತ್ಮೆ': [43, 842, 115, 849]
ndf-roadshow-col-1-text: ಕಾಟ್ಟಾಕಡ ಕ್ಷೇತ್ರದ ಎನ್‌ಡಿಎ ಅಭ್ಯರ್ಥಿ ಪಿ.ಕೆ. ಕೃಷ್ಣದಾಸ್ ಅವರ ಬೃಹತ್ ರೋಡ್ ಶೋ ಭಾನುವಾರ ನಡೆಯಿತು. ನೂರಾರು ಕಾರ್ಯಕರ್ತರು ಪಾಲ್ಗೊಂಡರು. ಕೇರಳದ ಅಭಿವೃದ್ಧಿಗೆ ಎನ್‌ಡಿಎ ಸರ್ಕಾರ ಅಗತ್ಯ ಎಂದು ಅವರು ಹೇಳಿದರು. ಕ್ಷೇತ್ರದ ಜನತೆ ಈ ಬಾರಿ ಬದಲಾವಣೆ ಬಯಸಿದ್ದಾರೆ. ಬಿಜೆಪಿ ಕಾರ್ಯಕರ್ತರು ಮನೆಮನೆಗೆ ತೆರಳಿ ಪ್ರಚಾರ ನಡೆಸುತ್ತಿದ್ದಾರೆ ಎಂದರು.: [478, 1111, 624, 1165]
kicker-arrow-icon: [206, 362, 218, 372]
vedapatha-kicker: ಶ್ರೀ ವ್ಯಾಸಮಹರ್ಷಿ ವೇದಪಾಠ ಶಾಲೆಯ ವಾರ್ಷಿಕೋತ್ಸವ: [624, 746, 816, 758]
